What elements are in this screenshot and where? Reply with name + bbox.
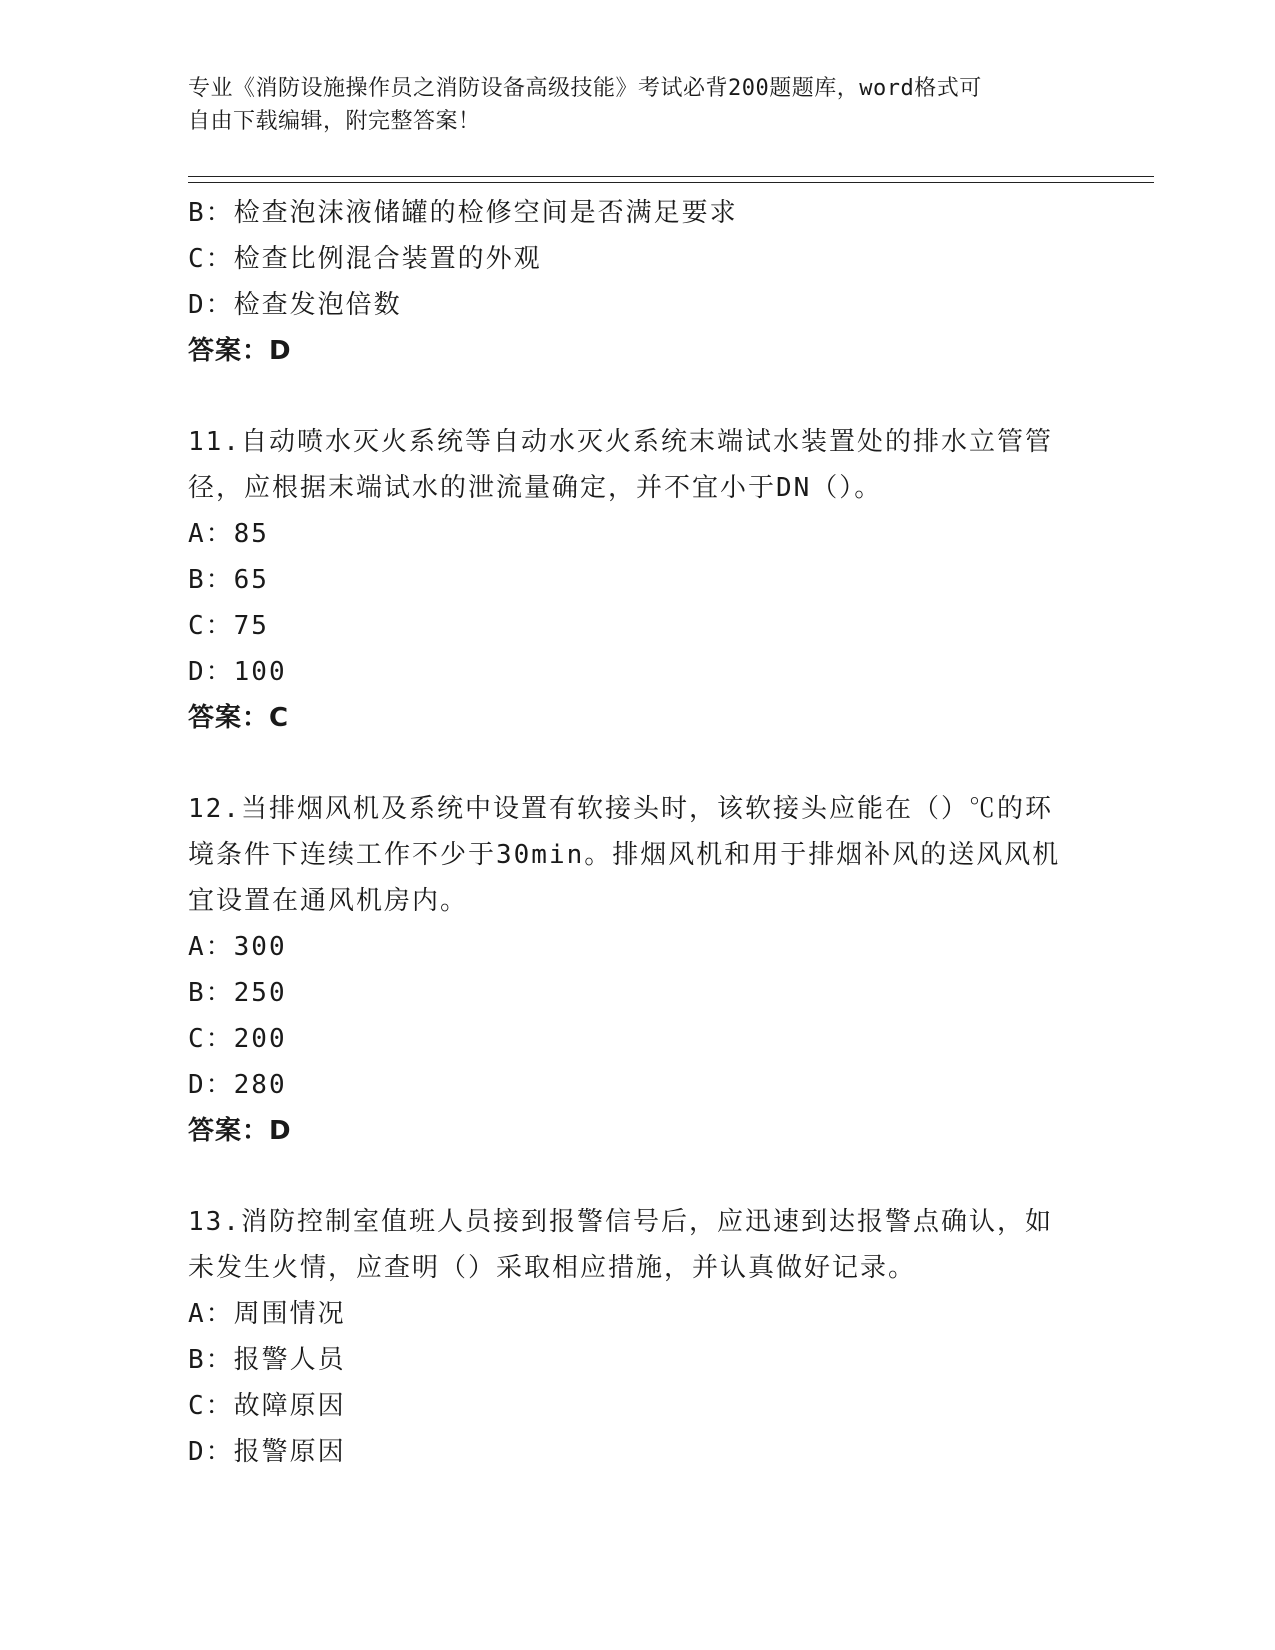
question-text-line: 宜设置在通风机房内。 <box>188 886 469 916</box>
option-c: C：200 <box>188 1024 287 1054</box>
option-a: A：300 <box>188 932 287 962</box>
option-b: B：报警人员 <box>188 1345 346 1375</box>
option-c: C：故障原因 <box>188 1391 346 1421</box>
option-b: B：检查泡沫液储罐的检修空间是否满足要求 <box>188 198 738 228</box>
question-text-line: 12.当排烟风机及系统中设置有软接头时，该软接头应能在（）℃的环 <box>188 794 1053 824</box>
option-c: C：75 <box>188 611 269 641</box>
option-c: C：检查比例混合装置的外观 <box>188 244 542 274</box>
answer: 答案：C <box>188 703 290 733</box>
question-12 <box>188 786 1088 1154</box>
question-text-line: 境条件下连续工作不少于30min。排烟风机和用于排烟补风的送风风机 <box>188 840 1061 870</box>
header-rule-bottom <box>188 182 1154 183</box>
option-d: D：检查发泡倍数 <box>188 290 402 320</box>
question-text-line: 径，应根据末端试水的泄流量确定，并不宜小于DN（）。 <box>188 473 883 503</box>
option-b: B：250 <box>188 978 287 1008</box>
answer: 答案：D <box>188 1116 292 1146</box>
question-content <box>188 190 1088 1475</box>
answer: 答案：D <box>188 336 292 366</box>
document-header <box>188 72 1088 138</box>
option-d: D：100 <box>188 657 287 687</box>
option-a: A：85 <box>188 519 269 549</box>
question-10 <box>188 190 1088 374</box>
option-d: D：280 <box>188 1070 287 1100</box>
question-11 <box>188 419 1088 741</box>
option-a: A：周围情况 <box>188 1299 346 1329</box>
question-13 <box>188 1199 1088 1475</box>
header-line-1: 专业《消防设施操作员之消防设备高级技能》考试必背200题题库，word格式可 <box>188 76 982 101</box>
option-b: B：65 <box>188 565 269 595</box>
option-d: D：报警原因 <box>188 1437 346 1467</box>
header-line-2: 自由下载编辑，附完整答案！ <box>188 109 481 134</box>
question-text-line: 未发生火情，应查明（）采取相应措施，并认真做好记录。 <box>188 1253 917 1283</box>
question-text-line: 11.自动喷水灭火系统等自动水灭火系统末端试水装置处的排水立管管 <box>188 427 1053 457</box>
question-text-line: 13.消防控制室值班人员接到报警信号后，应迅速到达报警点确认，如 <box>188 1207 1053 1237</box>
header-rule-top <box>188 176 1154 177</box>
